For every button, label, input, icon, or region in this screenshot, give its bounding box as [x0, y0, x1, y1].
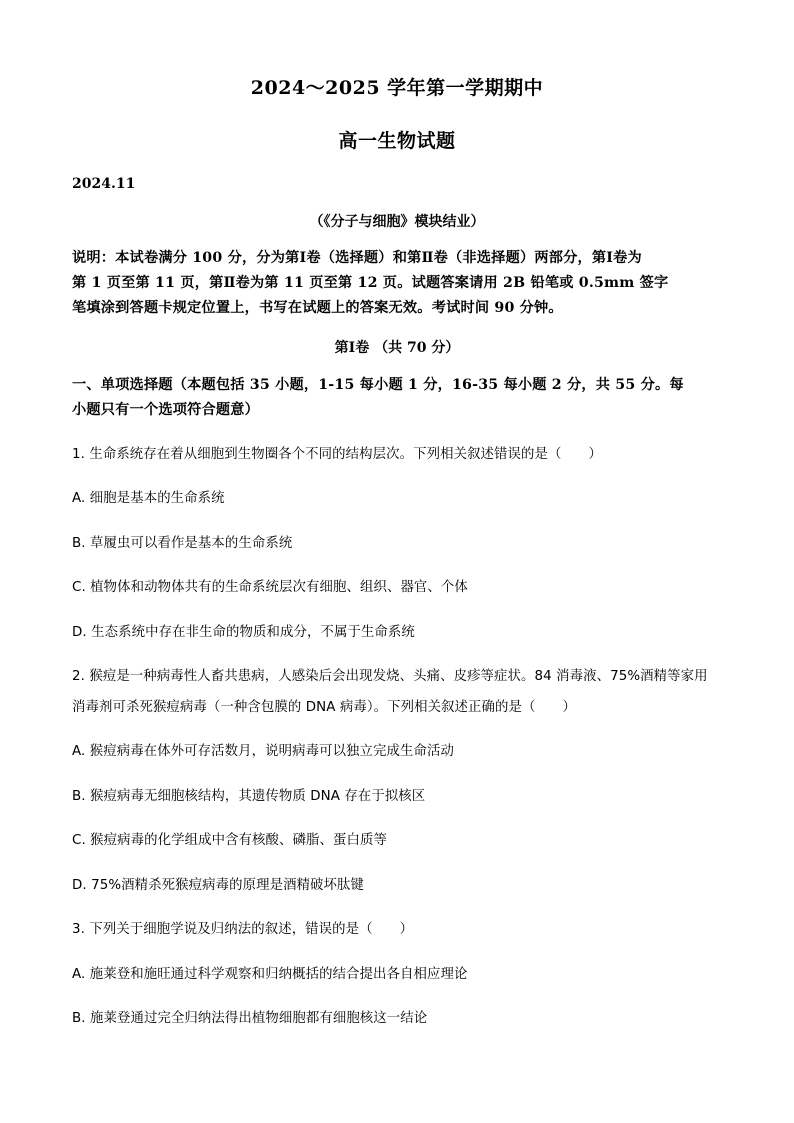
question-2-option-a: A. 猴痘病毒在体外可存活数月，说明病毒可以独立完成生命活动	[72, 744, 454, 759]
question-1-option-b: B. 草履虫可以看作是基本的生命系统	[72, 536, 293, 551]
question-2-stem: 2. 猴痘是一种病毒性人畜共患病，人感染后会出现发烧、头痛、皮疹等症状。84 消毒液、75%酒精等家用	[72, 669, 708, 684]
instructions	[72, 246, 724, 321]
question-2-option-b: B. 猴痘病毒无细胞核结构，其遗传物质 DNA 存在于拟核区	[72, 789, 426, 804]
part-1-title: 第Ⅰ卷 （共 70 分）	[334, 340, 460, 356]
question-3-stem: 3. 下列关于细胞学说及归纳法的叙述，错误的是（ ）	[72, 922, 414, 937]
module-note: （《分子与细胞》模块结业）	[309, 214, 485, 230]
question-3-option-b: B. 施莱登通过完全归纳法得出植物细胞都有细胞核这一结论	[72, 1011, 428, 1026]
exam-title: 2024～2025 学年第一学期期中	[250, 77, 544, 99]
instructions-line: 笔填涂到答题卡规定位置上，书写在试题上的答案无效。考试时间 90 分钟。	[72, 300, 563, 316]
question-1-option-c: C. 植物体和动物体共有的生命系统层次有细胞、组织、器官、个体	[72, 580, 468, 595]
instructions-line: 说明：本试卷满分 100 分，分为第Ⅰ卷（选择题）和第Ⅱ卷（非选择题）两部分，第Ⅰ卷为	[72, 250, 642, 266]
question-2-option-d: D. 75%酒精杀死猴痘病毒的原理是酒精破坏肽键	[72, 878, 365, 893]
question-3-option-a: A. 施莱登和施旺通过科学观察和归纳概括的结合提出各自相应理论	[72, 967, 468, 982]
instructions-line: 第 1 页至第 11 页，第Ⅱ卷为第 11 页至第 12 页。试题答案请用 2B 铅笔或 0.5mm 签字	[72, 275, 669, 291]
section-1-heading	[72, 373, 724, 423]
section-1-heading-line: 小题只有一个选项符合题意）	[72, 402, 260, 418]
question-1-option-d: D. 生态系统中存在非生命的物质和成分，不属于生命系统	[72, 625, 415, 640]
section-1-heading-line: 一、单项选择题（本题包括 35 小题，1-15 每小题 1 分，16-35 每小题 2 分，共 55 分。每	[72, 377, 684, 393]
exam-date: 2024.11	[72, 176, 136, 192]
exam-subtitle: 高一生物试题	[338, 130, 456, 152]
question-2-option-c: C. 猴痘病毒的化学组成中含有核酸、磷脂、蛋白质等	[72, 833, 387, 848]
question-2-stem: 消毒剂可杀死猴痘病毒（一种含包膜的 DNA 病毒）。下列相关叙述正确的是（ ）	[72, 700, 576, 715]
question-1-stem: 1. 生命系统存在着从细胞到生物圈各个不同的结构层次。下列相关叙述错误的是（ ）	[72, 447, 602, 462]
question-1-option-a: A. 细胞是基本的生命系统	[72, 491, 225, 506]
